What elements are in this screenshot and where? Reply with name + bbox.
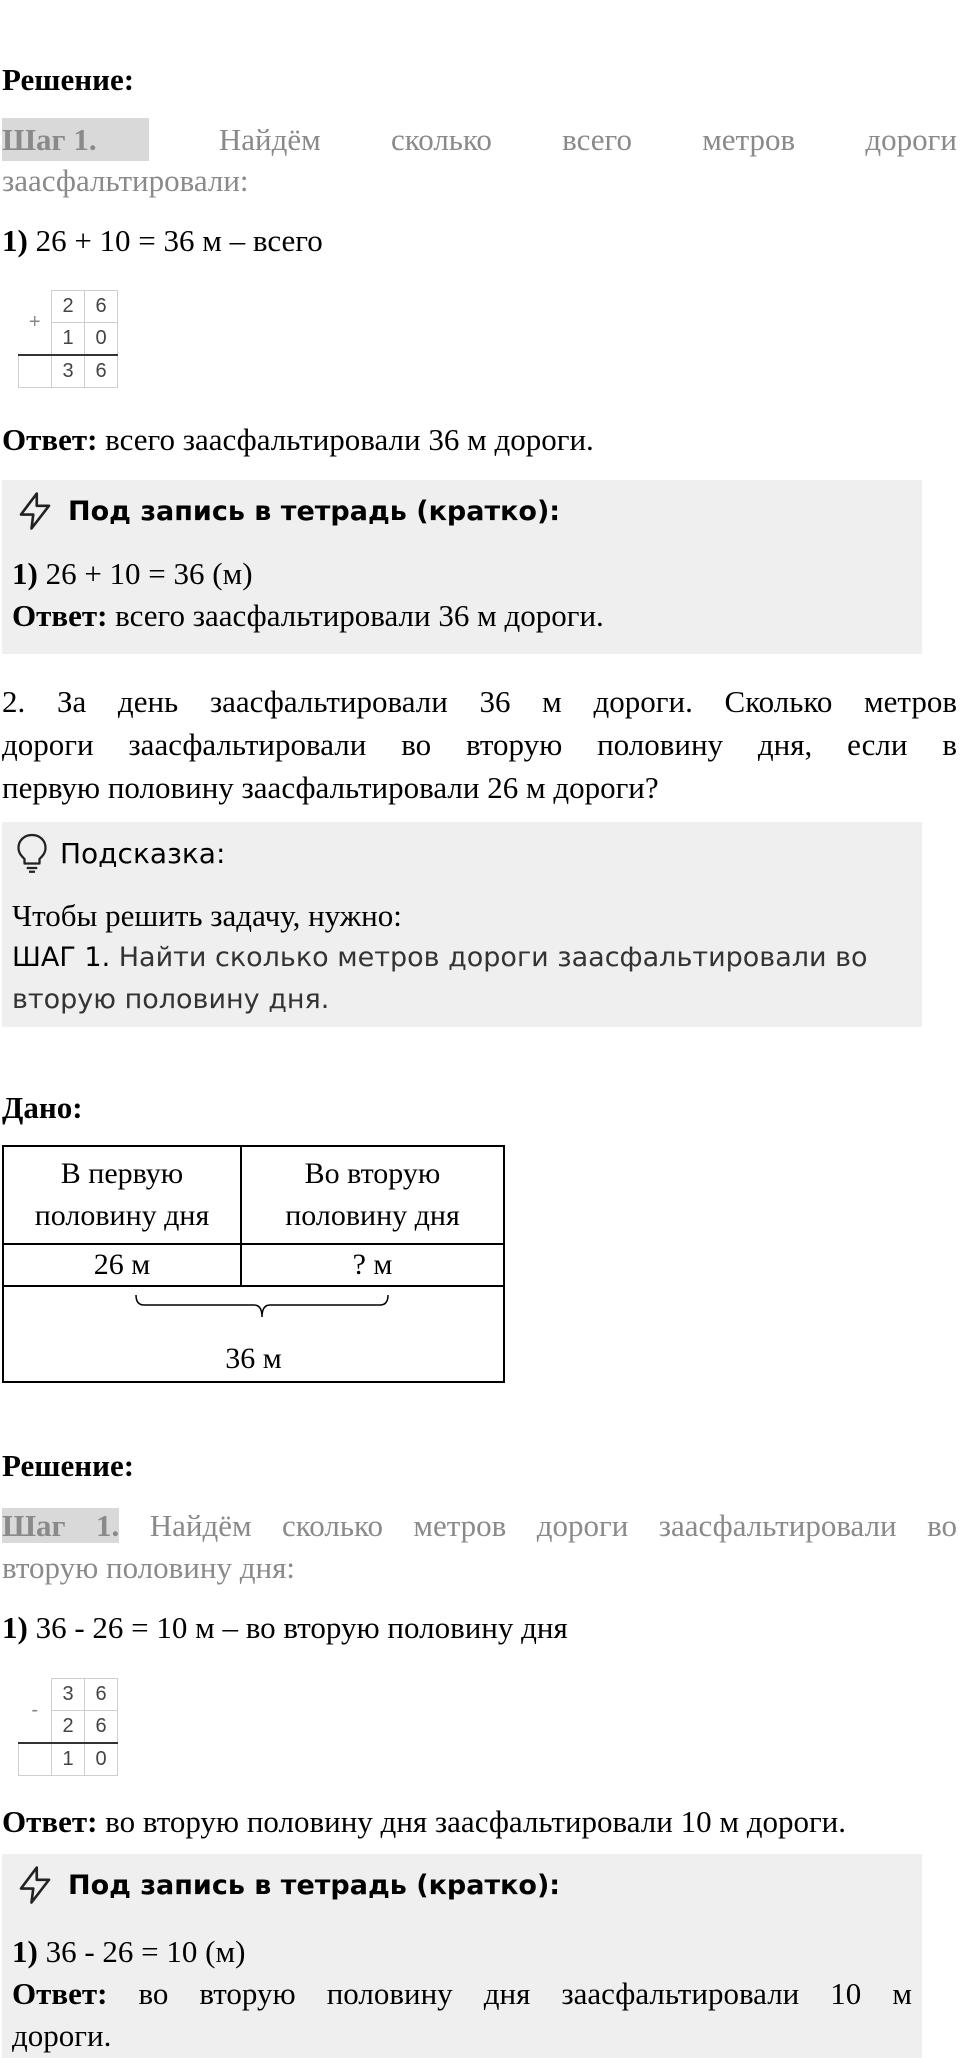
hint-step-text2: вторую половину дня. <box>12 984 330 1015</box>
problem-line: 2. За день заасфальтировали 36 м дороги. Сколько метров <box>2 684 957 719</box>
given-header-second-half <box>241 1146 504 1244</box>
hint-intro: Чтобы решить задачу, нужно: <box>12 898 402 933</box>
answer-label: Ответ: <box>12 1976 108 2011</box>
digit: 6 <box>85 355 118 388</box>
operator: - <box>31 1698 39 1721</box>
answer-word: 10 <box>830 1976 862 2011</box>
answer-word: заасфальтировали <box>561 1976 800 2011</box>
note-title: Под запись в тетрадь (кратко): <box>68 496 561 527</box>
note-answer <box>12 1972 912 2015</box>
header-text: В первую <box>60 1157 184 1190</box>
note-answer <box>12 594 604 637</box>
answer-label: Ответ: <box>2 1804 98 1839</box>
step-text-line2: заасфальтировали: <box>2 163 249 198</box>
solution-heading: Решение: <box>2 1448 135 1483</box>
hint-box <box>2 822 922 1027</box>
hint-step-label: ШАГ 1. <box>12 942 111 973</box>
lightbulb-icon <box>14 832 50 874</box>
note-box <box>2 1854 922 2058</box>
digit: 3 <box>52 355 85 388</box>
note-calc-line <box>12 552 253 595</box>
line-number: 1) <box>2 1610 28 1645</box>
lightning-icon <box>14 1864 56 1906</box>
step-text-line2: вторую половину дня: <box>2 1550 295 1585</box>
hint-step <box>12 938 868 978</box>
given-total-cell <box>3 1286 504 1382</box>
answer-word: во <box>138 1976 169 2011</box>
brace <box>134 1293 390 1323</box>
line-expression: 36 - 26 = 10 (м) <box>37 1934 246 1969</box>
answer-line <box>2 1800 846 1843</box>
answer-label: Ответ: <box>12 598 108 633</box>
step-text: Найдём сколько метров дороги заасфальтировали во <box>119 1508 957 1543</box>
note-calc-line <box>12 1930 245 1973</box>
line-expression: 36 - 26 = 10 м – во вторую половину дня <box>27 1610 568 1645</box>
digit: 1 <box>52 323 85 356</box>
step-label: Шаг 1. <box>2 1508 120 1543</box>
note-answer-line2: дороги. <box>12 2018 112 2053</box>
column-calculation <box>18 1678 118 1776</box>
line-number: 1) <box>12 1934 38 1969</box>
digit: 0 <box>85 323 118 356</box>
digit: 1 <box>52 1743 85 1776</box>
solution-heading: Решение: <box>2 62 135 97</box>
lightning-icon <box>14 490 56 532</box>
digit: 6 <box>85 291 118 323</box>
step-word: Найдём <box>218 122 321 157</box>
operator: + <box>28 310 41 333</box>
given-value-first: 26 м <box>3 1244 241 1286</box>
digit: 0 <box>85 1743 118 1776</box>
problem-line: дороги заасфальтировали во вторую половину дня, если в <box>2 727 957 762</box>
step-word: всего <box>562 122 632 157</box>
given-header-first-half <box>3 1146 241 1244</box>
header-text: половину дня <box>285 1199 460 1232</box>
step-word: сколько <box>390 122 492 157</box>
step-word: дороги <box>865 122 957 157</box>
answer-word: м <box>892 1976 912 2011</box>
step-word: метров <box>702 122 796 157</box>
answer-text: во вторую половину дня заасфальтировали 10 м дороги. <box>97 1804 847 1839</box>
line-expression: 26 + 10 = 36 м – всего <box>27 223 323 258</box>
step-line <box>2 1504 957 1547</box>
note-title: Под запись в тетрадь (кратко): <box>68 1870 561 1901</box>
line-number: 1) <box>2 223 28 258</box>
digit: 2 <box>52 291 85 323</box>
digit: 2 <box>52 1711 85 1744</box>
hint-step-text: Найти сколько метров дороги заасфальтировали во <box>110 942 868 973</box>
given-total: 36 м <box>225 1342 282 1375</box>
calc-line <box>2 219 323 262</box>
hint-title: Подсказка: <box>60 837 226 870</box>
step-label: Шаг 1. <box>2 118 149 161</box>
answer-line <box>2 418 594 461</box>
column-calculation <box>18 290 118 388</box>
line-number: 1) <box>12 556 38 591</box>
header-text: Во вторую <box>304 1157 441 1190</box>
answer-text: всего заасфальтировали 36 м дороги. <box>97 422 594 457</box>
problem-line: первую половину заасфальтировали 26 м дороги? <box>2 770 659 805</box>
answer-word: дня <box>483 1976 531 2011</box>
answer-label: Ответ: <box>2 422 98 457</box>
answer-word: половину <box>326 1976 453 2011</box>
note-box <box>2 480 922 654</box>
digit: 3 <box>52 1679 85 1711</box>
step-line <box>2 118 957 161</box>
line-expression: 26 + 10 = 36 (м) <box>37 556 253 591</box>
digit: 6 <box>85 1679 118 1711</box>
given-table <box>2 1145 505 1383</box>
given-value-second: ? м <box>241 1244 504 1286</box>
digit: 6 <box>85 1711 118 1744</box>
given-heading: Дано: <box>2 1090 83 1125</box>
answer-text: всего заасфальтировали 36 м дороги. <box>107 598 604 633</box>
header-text: половину дня <box>34 1199 210 1232</box>
calc-line <box>2 1606 568 1649</box>
answer-word: вторую <box>199 1976 296 2011</box>
